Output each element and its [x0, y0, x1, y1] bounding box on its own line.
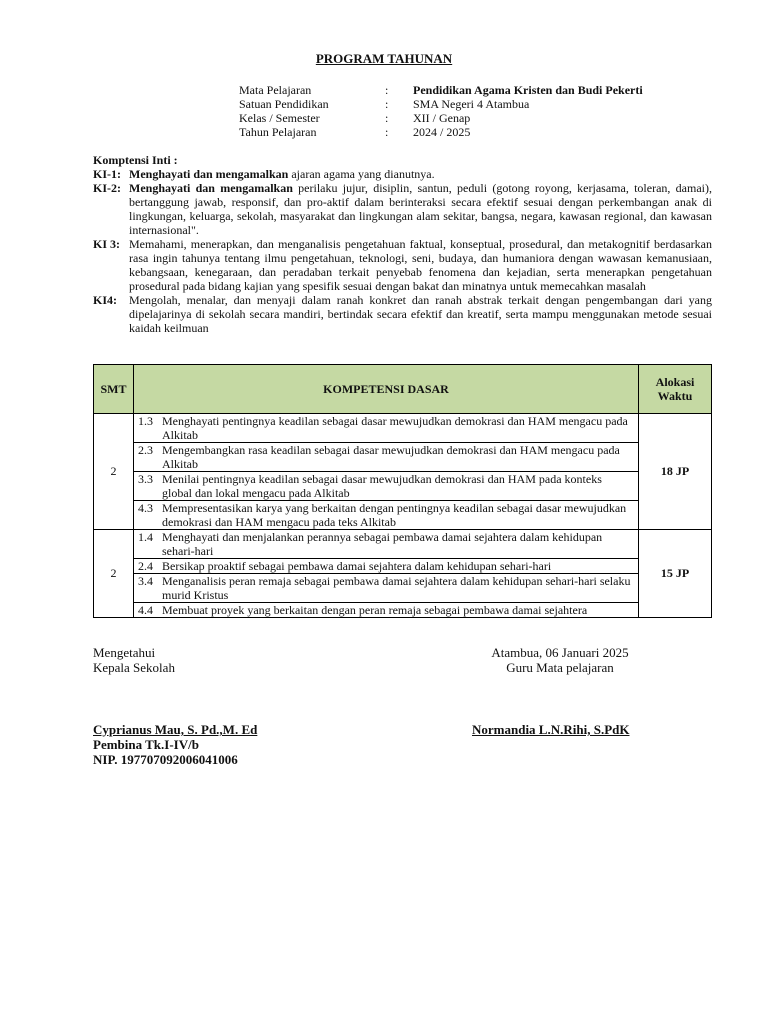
principal-rank: Pembina Tk.I-IV/b	[93, 737, 199, 752]
principal-name: Cyprianus Mau, S. Pd.,M. Ed	[93, 722, 258, 737]
header-alokasi-line2: Waktu	[657, 389, 693, 403]
info-label: Kelas / Semester	[239, 111, 320, 125]
teacher-name: Normandia L.N.Rihi, S.PdK	[472, 722, 630, 737]
header-alokasi-line1: Alokasi	[655, 375, 695, 389]
ki-body-text: Memahami, menerapkan, dan menganalisis pengetahuan faktual, konseptual, prosedural, dan metakognitif berdasarkan rasa ingin tahunya tentang ilmu pengetahuan, teknologi, seni, budaya, dan humaniora dengan wawasan kemanusiaan, kebangsaan, kenegaraan, dan peradaban terkait penyebab fenomena dan kejadian, serta menerapkan pengetahuan prosedural pada bidang kajian yang spesifik sesuai dengan bakat dan minatnya untuk memecahkan masalah	[129, 237, 712, 293]
page-title: PROGRAM TAHUNAN	[315, 51, 453, 66]
table-row	[94, 530, 712, 618]
alokasi-cell: 18 JP	[639, 414, 712, 530]
header-alokasi-waktu	[639, 365, 712, 414]
kd-list-cell	[134, 530, 639, 618]
ki-item	[93, 237, 712, 293]
info-colon: :	[385, 125, 389, 139]
signature-right-line2: Guru Mata pelajaran	[506, 660, 614, 675]
ki-code: KI-2:	[93, 181, 121, 195]
alokasi-cell: 15 JP	[639, 530, 712, 618]
info-label: Satuan Pendidikan	[239, 97, 329, 111]
ki-item	[93, 181, 712, 237]
info-table	[239, 83, 683, 139]
ki-code: KI 3:	[93, 237, 120, 251]
info-value: XII / Genap	[413, 111, 471, 125]
info-value: 2024 / 2025	[413, 125, 471, 139]
kd-number: 3.4	[138, 574, 153, 588]
kd-text: Menghayati dan menjalankan perannya sebagai pembawa damai sejahtera dalam kehidupan sehari-hari	[162, 530, 603, 558]
ki-bold-text: Menghayati dan mengamalkan	[129, 181, 293, 195]
info-colon: :	[385, 83, 389, 97]
kd-text: Mempresentasikan karya yang berkaitan dengan pentingnya keadilan sebagai dasar mewujudkan demokrasi dan HAM mengacu pada teks Alkitab	[162, 501, 627, 529]
info-label: Mata Pelajaran	[239, 83, 312, 97]
ki-text	[129, 293, 712, 335]
info-value: SMA Negeri 4 Atambua	[413, 97, 530, 111]
kd-item	[134, 501, 638, 529]
header-smt: SMT	[94, 365, 134, 414]
ki-text	[129, 167, 712, 181]
info-colon: :	[385, 97, 389, 111]
kd-item	[134, 559, 638, 574]
ki-body-text: Mengolah, menalar, dan menyaji dalam ranah konkret dan ranah abstrak terkait dengan pengembangan dari yang dipelajarinya di sekolah secara mandiri, bertindak secara efektif dan kreatif, serta mampu menggunakan metode sesuai kaidah keilmuan	[129, 293, 712, 335]
kd-number: 1.3	[138, 414, 153, 428]
info-row	[239, 83, 683, 97]
kd-text: Menghayati pentingnya keadilan sebagai dasar mewujudkan demokrasi dan HAM mengacu pada Alkitab	[162, 414, 628, 442]
header-kompetensi-dasar: KOMPETENSI DASAR	[134, 365, 639, 414]
signature-left-line2: Kepala Sekolah	[93, 660, 175, 675]
ki-item	[93, 167, 712, 181]
ki-bold-text: Menghayati dan mengamalkan	[129, 167, 289, 181]
ki-body-text: ajaran agama yang dianutnya.	[288, 167, 435, 181]
kd-item	[134, 443, 638, 472]
ki-code: KI4:	[93, 293, 117, 307]
ki-code: KI-1:	[93, 167, 121, 181]
ki-item	[93, 293, 712, 335]
kd-item	[134, 603, 638, 617]
kd-list-cell	[134, 414, 639, 530]
ki-heading: Komptensi Inti :	[93, 153, 178, 167]
principal-nip: NIP. 197707092006041006	[93, 752, 238, 767]
table-row	[94, 414, 712, 530]
signature-right-block	[460, 645, 660, 675]
kompetensi-inti-section	[93, 153, 712, 335]
ki-text	[129, 237, 712, 293]
table-header-row	[94, 365, 712, 414]
info-label: Tahun Pelajaran	[239, 125, 317, 139]
signature-left-line1: Mengetahui	[93, 645, 156, 660]
principal-signature	[93, 722, 257, 767]
kd-item	[134, 530, 638, 559]
kd-number: 3.3	[138, 472, 153, 486]
signature-left-block	[93, 645, 175, 675]
kd-number: 1.4	[138, 530, 153, 544]
smt-cell: 2	[94, 530, 134, 618]
kd-number: 2.4	[138, 559, 153, 573]
kd-number: 4.4	[138, 603, 153, 617]
signature-right-line1: Atambua, 06 Januari 2025	[491, 645, 629, 660]
kd-item	[134, 574, 638, 603]
kompetensi-dasar-table	[93, 364, 712, 618]
kd-number: 4.3	[138, 501, 153, 515]
kd-number: 2.3	[138, 443, 153, 457]
teacher-signature	[472, 722, 629, 737]
info-row	[239, 111, 683, 125]
smt-cell: 2	[94, 414, 134, 530]
info-value: Pendidikan Agama Kristen dan Budi Pekerti	[413, 83, 643, 97]
kd-text: Membuat proyek yang berkaitan dengan peran remaja sebagai pembawa damai sejahtera	[162, 603, 588, 617]
kd-item	[134, 472, 638, 501]
ki-body-text: perilaku jujur, disiplin, santun, peduli (gotong royong, kerjasama, toleran, damai), bertanggung jawab, responsif, dan pro-aktif dalam berinteraksi secara efektif sesuai dengan perkembangan anak di lingkungan, keluarga, sekolah, masyarakat dan lingkungan alam sekitar, bangsa, negara, kawasan regional, dan kawasan internasional".	[129, 181, 712, 237]
info-colon: :	[385, 111, 389, 125]
ki-text	[129, 181, 712, 237]
kd-text: Mengembangkan rasa keadilan sebagai dasar mewujudkan demokrasi dan HAM mengacu pada Alkitab	[162, 443, 620, 471]
kd-text: Bersikap proaktif sebagai pembawa damai sejahtera dalam kehidupan sehari-hari	[162, 559, 552, 573]
info-row	[239, 97, 683, 111]
info-row	[239, 125, 683, 139]
kd-item	[134, 414, 638, 443]
kd-text: Menilai pentingnya keadilan sebagai dasar mewujudkan demokrasi dan HAM pada konteks global dan lokal mengacu pada Alkitab	[162, 472, 602, 500]
kd-text: Menganalisis peran remaja sebagai pembawa damai sejahtera dalam kehidupan sehari-hari selaku murid Kristus	[162, 574, 631, 602]
